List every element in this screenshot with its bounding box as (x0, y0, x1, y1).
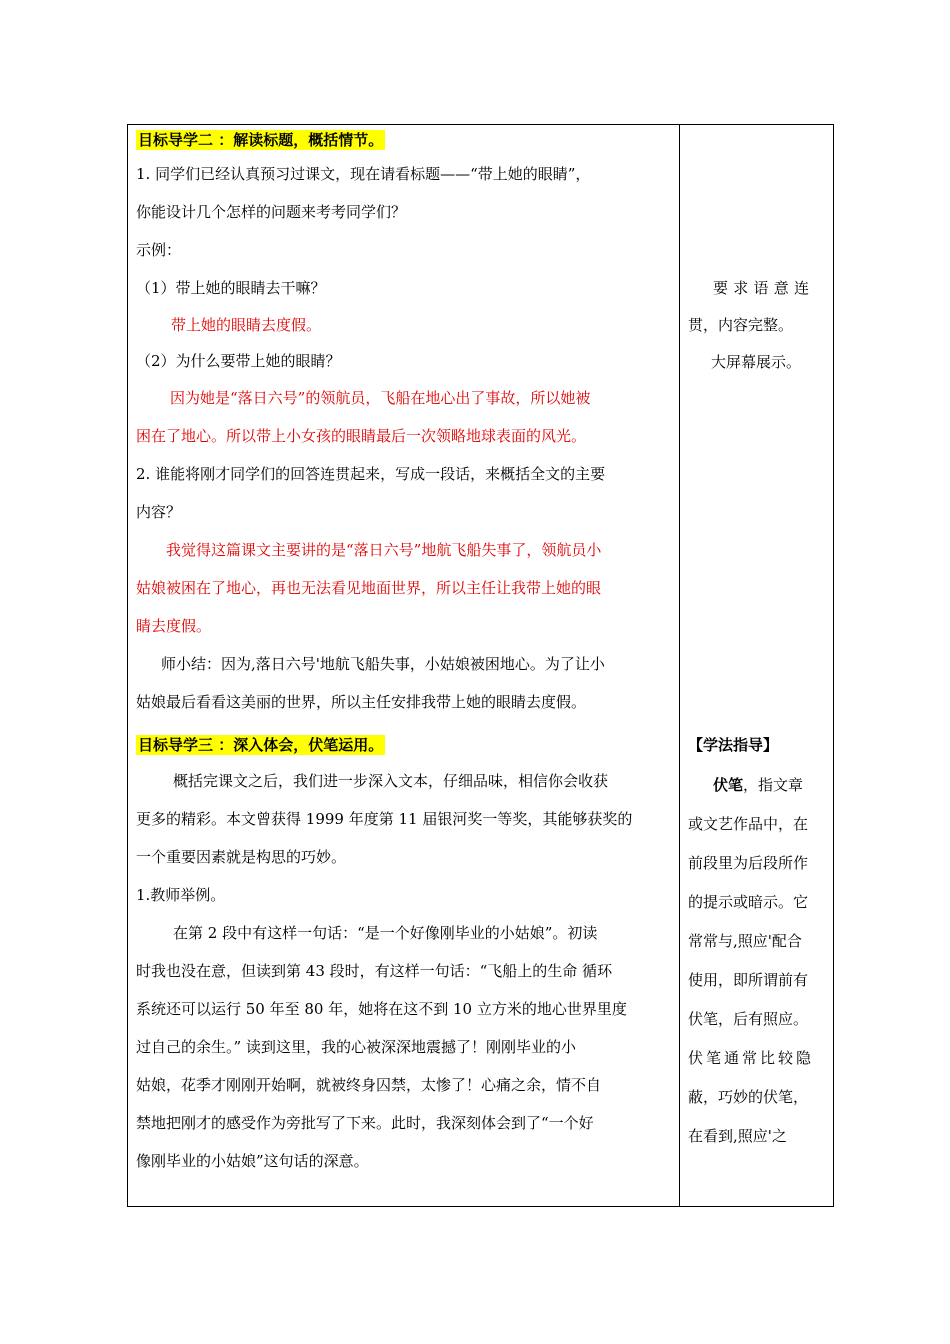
sub1-answer: 带上她的眼睛去度假。 (171, 316, 322, 334)
body-line4: 过自己的余生。” 读到这里，我的心被深深地震撼了！刚刚毕业的小 (136, 1038, 576, 1056)
guide-line7: 伏笔，后有照应。 (688, 1010, 809, 1028)
guide-line9: 蔽，巧妙的伏笔， (688, 1088, 809, 1106)
q2-answer-line2: 姑娘被困在了地心，再也无法看见地面世界，所以主任让我带上她的眼 (136, 579, 602, 597)
body-line2: 时我也没在意，但读到第 43 段时，有这样一句话：“飞船上的生命 循环 (136, 962, 613, 980)
intro-line2: 更多的精彩。本文曾获得 1999 年度第 11 届银河奖一等奖，其能够获奖的 (136, 810, 633, 828)
guide-line3: 前段里为后段所作 (688, 854, 809, 872)
note2: 大屏幕展示。 (711, 353, 802, 371)
q2-line1: 2. 谁能将刚才同学们的回答连贯起来，写成一段话，来概括全文的主要 (136, 465, 606, 483)
body-line7: 像刚毕业的小姑娘”这句话的深意。 (136, 1152, 369, 1170)
note1-line2: 贯，内容完整。 (688, 316, 794, 334)
intro-line3: 一个重要因素就是构思的巧妙。 (136, 848, 347, 866)
guide-title: 【学法指导】 (688, 736, 779, 754)
lesson-table (127, 124, 834, 1207)
note1-line1: 要求语意连 (713, 279, 815, 297)
item1: 1.教师举例。 (136, 886, 226, 904)
sub2-answer-line1: 因为她是“落日六号”的领航员，飞船在地心出了事故，所以她被 (170, 389, 591, 407)
body-line3: 系统还可以运行 50 年至 80 年，她将在这不到 10 立方米的地心世界里度 (136, 1000, 627, 1018)
q2-answer-line3: 睛去度假。 (136, 617, 212, 635)
body-line6: 禁地把刚才的感受作为旁批写了下来。此时，我深刻体会到了“一个好 (136, 1114, 594, 1132)
intro-line1: 概括完课文之后，我们进一步深入文本，仔细品味，相信你会收获 (173, 772, 609, 790)
guide-line6: 使用，即所谓前有 (688, 971, 809, 989)
section3-heading: 目标导学三 ：深入体会，伏笔运用。 (138, 736, 384, 754)
q1-line2: 你能设计几个怎样的问题来考考同学们？ (136, 203, 407, 221)
body-line5: 姑娘，花季才刚刚开始啊，就被终身囚禁，太惨了！心痛之余，情不自 (136, 1076, 602, 1094)
summary-line1: 师小结：因为,落日六号'地航飞船失事，小姑娘被困地心。为了让小 (161, 655, 605, 673)
q2-answer-line1: 我觉得这篇课文主要讲的是“落日六号”地航飞船失事了，领航员小 (166, 541, 602, 559)
sub2-question: （2）为什么要带上她的眼睛？ (136, 352, 341, 370)
sub1-question: （1）带上她的眼睛去干嘛？ (136, 279, 326, 297)
guide-line4: 的提示或暗示。它 (688, 893, 809, 911)
guide-line5: 常常与,照应'配合 (688, 932, 802, 950)
summary-line2: 姑娘最后看看这美丽的世界，所以主任安排我带上她的眼睛去度假。 (136, 693, 587, 711)
body-line1: 在第 2 段中有这样一句话：“是一个好像刚毕业的小姑娘”。初读 (173, 924, 598, 942)
example-label: 示例： (136, 241, 182, 259)
guide-term: 伏笔 (713, 776, 744, 794)
q2-line2: 内容？ (136, 503, 182, 521)
sub2-answer-line2: 困在了地心。所以带上小女孩的眼睛最后一次领略地球表面的风光。 (136, 427, 587, 445)
section2-heading: 目标导学二 ：解读标题，概括情节。 (138, 131, 384, 149)
sidebar-column (680, 125, 835, 1206)
guide-line10: 在看到,照应'之 (688, 1127, 787, 1145)
guide-line8: 伏笔通常比较隐 (688, 1049, 815, 1067)
guide-line1-rest: ，指文章 (743, 776, 804, 794)
q1-line1: 1. 同学们已经认真预习过课文，现在请看标题——“带上她的眼睛”， (136, 165, 591, 183)
guide-line2: 或文艺作品中，在 (688, 815, 809, 833)
guide-line1 (713, 775, 803, 795)
